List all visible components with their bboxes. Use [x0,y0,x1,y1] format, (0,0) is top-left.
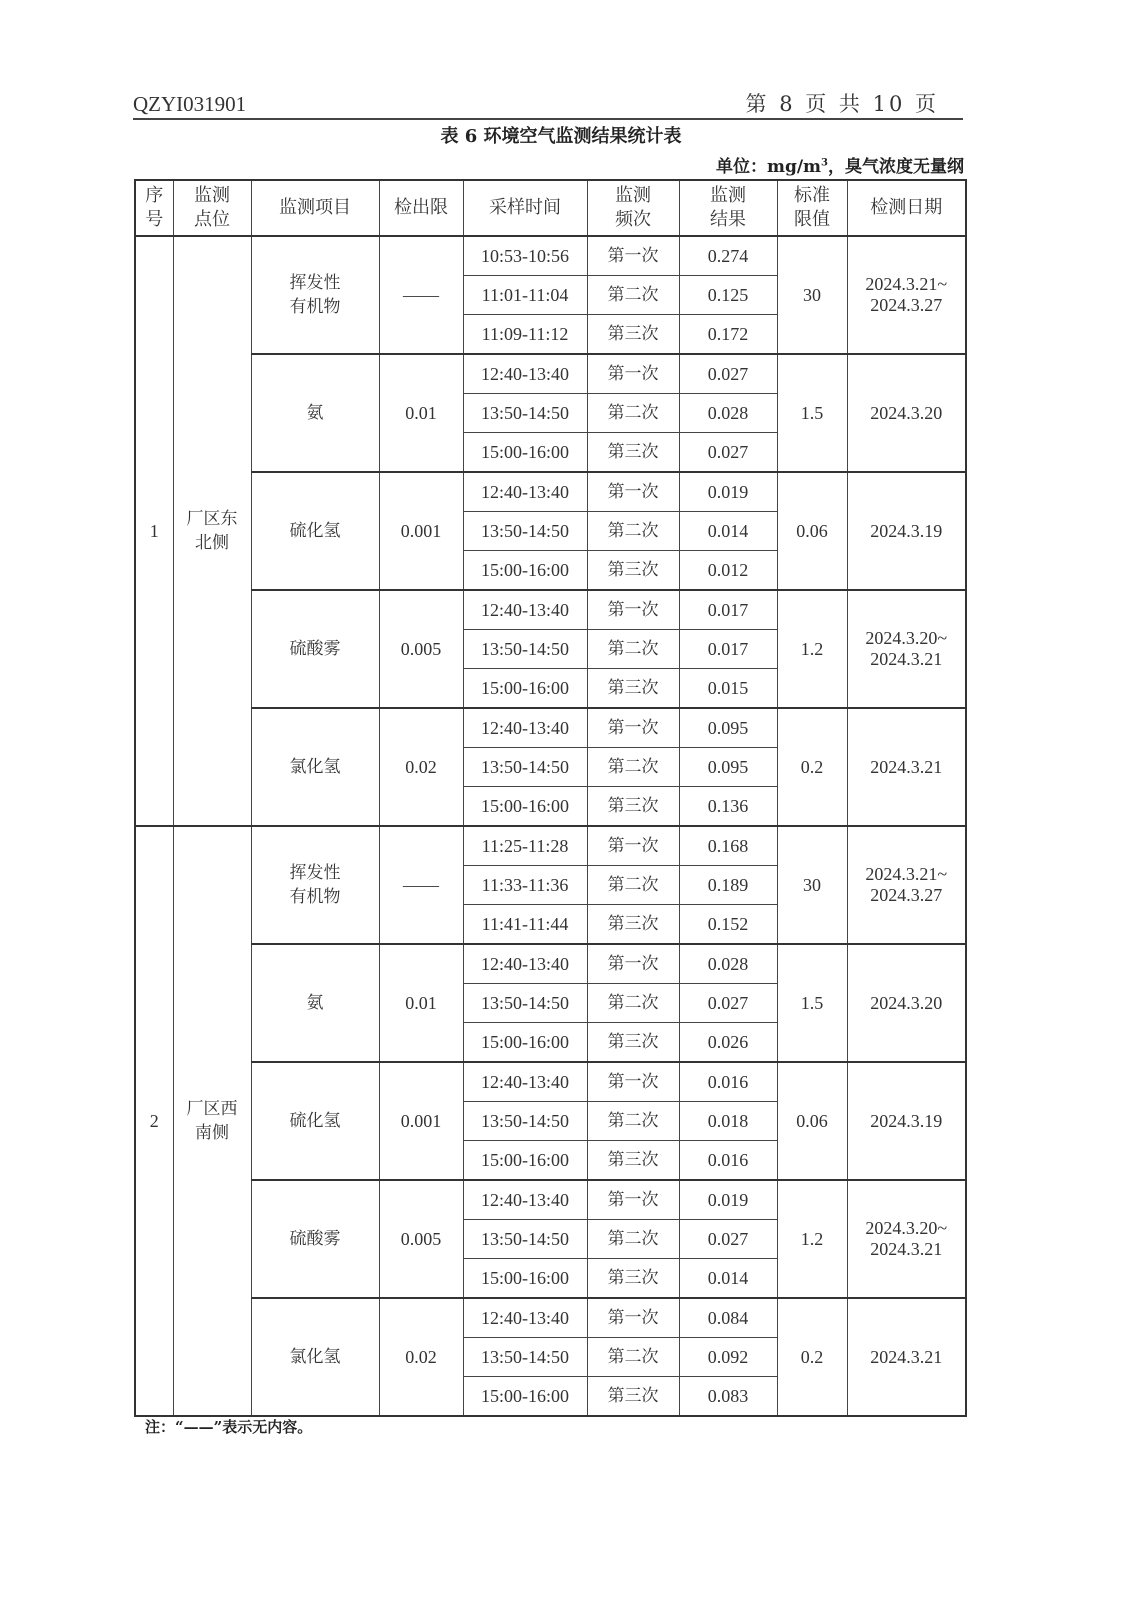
table-row [135,590,966,630]
test-date: 2024.3.19 [847,1062,966,1180]
detection-limit: 0.02 [379,708,463,826]
sampling-frequency: 第二次 [587,512,679,551]
sampling-time: 15:00-16:00 [463,551,587,591]
monitoring-item: 挥发性 有机物 [251,236,379,354]
result-value: 0.083 [679,1377,777,1417]
column-header: 采样时间 [463,180,587,236]
sampling-time: 12:40-13:40 [463,1062,587,1102]
site-number: 1 [135,236,173,826]
result-value: 0.014 [679,1259,777,1299]
sampling-frequency: 第三次 [587,669,679,709]
monitoring-item: 硫酸雾 [251,590,379,708]
table-body [135,236,966,1416]
unit-label [716,152,964,177]
monitoring-item: 硫化氢 [251,472,379,590]
result-value: 0.172 [679,315,777,355]
sampling-time: 12:40-13:40 [463,472,587,512]
sampling-time: 12:40-13:40 [463,944,587,984]
table-row [135,1298,966,1338]
sampling-time: 13:50-14:50 [463,984,587,1023]
document-id: QZYI031901 [133,92,247,116]
result-value: 0.027 [679,433,777,473]
result-value: 0.095 [679,748,777,787]
test-date: 2024.3.20 [847,354,966,472]
sampling-time: 13:50-14:50 [463,1102,587,1141]
sampling-time: 13:50-14:50 [463,512,587,551]
test-date: 2024.3.20~ 2024.3.21 [847,590,966,708]
sampling-time: 13:50-14:50 [463,1220,587,1259]
result-value: 0.095 [679,708,777,748]
table-row [135,944,966,984]
monitoring-item: 氨 [251,354,379,472]
unit-suffix: ，臭气浓度无量纲 [828,157,964,177]
sampling-time: 15:00-16:00 [463,1141,587,1181]
detection-limit: 0.001 [379,472,463,590]
sampling-time: 10:53-10:56 [463,236,587,276]
sampling-time: 12:40-13:40 [463,354,587,394]
sampling-frequency: 第一次 [587,826,679,866]
result-value: 0.152 [679,905,777,945]
sampling-frequency: 第一次 [587,1298,679,1338]
table-row [135,354,966,394]
column-header: 序 号 [135,180,173,236]
standard-limit: 0.2 [777,1298,847,1416]
sampling-time: 15:00-16:00 [463,1377,587,1417]
sampling-time: 11:33-11:36 [463,866,587,905]
sampling-time: 11:09-11:12 [463,315,587,355]
monitoring-item: 氯化氢 [251,1298,379,1416]
page-number: 第 8 页 共 10 页 [745,92,939,116]
result-value: 0.092 [679,1338,777,1377]
sampling-time: 12:40-13:40 [463,590,587,630]
detection-limit: 0.02 [379,1298,463,1416]
result-value: 0.274 [679,236,777,276]
sampling-frequency: 第一次 [587,236,679,276]
page-header [133,88,961,118]
sampling-frequency: 第二次 [587,394,679,433]
sampling-time: 13:50-14:50 [463,1338,587,1377]
sampling-frequency: 第三次 [587,433,679,473]
result-value: 0.016 [679,1062,777,1102]
result-value: 0.028 [679,944,777,984]
unit-sup: 3 [821,157,828,169]
header-divider [133,118,963,120]
sampling-frequency: 第三次 [587,787,679,827]
monitoring-item: 氯化氢 [251,708,379,826]
sampling-time: 15:00-16:00 [463,669,587,709]
column-header: 监测项目 [251,180,379,236]
result-value: 0.026 [679,1023,777,1063]
sampling-frequency: 第二次 [587,984,679,1023]
test-date: 2024.3.21 [847,708,966,826]
column-header: 检测日期 [847,180,966,236]
result-value: 0.014 [679,512,777,551]
result-value: 0.017 [679,590,777,630]
sampling-frequency: 第一次 [587,354,679,394]
standard-limit: 1.2 [777,1180,847,1298]
site-number: 2 [135,826,173,1416]
sampling-frequency: 第三次 [587,551,679,591]
site-location: 厂区东 北侧 [173,236,251,826]
result-value: 0.189 [679,866,777,905]
sampling-time: 12:40-13:40 [463,708,587,748]
detection-limit: 0.005 [379,1180,463,1298]
detection-limit: 0.005 [379,590,463,708]
sampling-time: 13:50-14:50 [463,748,587,787]
sampling-frequency: 第二次 [587,748,679,787]
table-note: 注：“——”表示无内容。 [145,1418,313,1436]
sampling-frequency: 第一次 [587,1062,679,1102]
column-header: 标准 限值 [777,180,847,236]
sampling-frequency: 第一次 [587,472,679,512]
sampling-time: 11:01-11:04 [463,276,587,315]
test-date: 2024.3.21 [847,1298,966,1416]
sampling-frequency: 第三次 [587,1259,679,1299]
standard-limit: 0.2 [777,708,847,826]
monitoring-item: 硫化氢 [251,1062,379,1180]
detection-limit: 0.01 [379,354,463,472]
sampling-frequency: 第二次 [587,1338,679,1377]
monitoring-item: 氨 [251,944,379,1062]
sampling-time: 11:41-11:44 [463,905,587,945]
monitoring-item: 挥发性 有机物 [251,826,379,944]
sampling-frequency: 第三次 [587,1141,679,1181]
detection-limit: —— [379,236,463,354]
table-row [135,708,966,748]
sampling-time: 11:25-11:28 [463,826,587,866]
result-value: 0.125 [679,276,777,315]
detection-limit: 0.01 [379,944,463,1062]
table-row [135,826,966,866]
standard-limit: 1.5 [777,944,847,1062]
test-date: 2024.3.21~ 2024.3.27 [847,826,966,944]
unit-prefix: 单位：mg/m [715,157,822,177]
sampling-frequency: 第一次 [587,1180,679,1220]
column-header: 监测 结果 [679,180,777,236]
test-date: 2024.3.20 [847,944,966,1062]
sampling-frequency: 第二次 [587,630,679,669]
site-location: 厂区西 南侧 [173,826,251,1416]
column-header: 监测 点位 [173,180,251,236]
sampling-time: 12:40-13:40 [463,1298,587,1338]
result-value: 0.012 [679,551,777,591]
result-value: 0.019 [679,1180,777,1220]
standard-limit: 0.06 [777,472,847,590]
detection-limit: —— [379,826,463,944]
test-date: 2024.3.19 [847,472,966,590]
result-value: 0.027 [679,984,777,1023]
sampling-time: 13:50-14:50 [463,630,587,669]
sampling-frequency: 第二次 [587,1102,679,1141]
sampling-frequency: 第三次 [587,905,679,945]
table-header-row [135,180,966,236]
sampling-time: 15:00-16:00 [463,433,587,473]
sampling-frequency: 第三次 [587,1023,679,1063]
result-value: 0.019 [679,472,777,512]
sampling-frequency: 第二次 [587,1220,679,1259]
sampling-frequency: 第一次 [587,708,679,748]
sampling-time: 15:00-16:00 [463,787,587,827]
table-row [135,236,966,276]
result-value: 0.136 [679,787,777,827]
result-value: 0.168 [679,826,777,866]
sampling-frequency: 第二次 [587,276,679,315]
standard-limit: 0.06 [777,1062,847,1180]
column-header: 监测 频次 [587,180,679,236]
sampling-time: 15:00-16:00 [463,1259,587,1299]
table-row [135,1180,966,1220]
column-header: 检出限 [379,180,463,236]
test-date: 2024.3.20~ 2024.3.21 [847,1180,966,1298]
result-value: 0.016 [679,1141,777,1181]
standard-limit: 1.2 [777,590,847,708]
standard-limit: 1.5 [777,354,847,472]
sampling-time: 13:50-14:50 [463,394,587,433]
result-value: 0.084 [679,1298,777,1338]
sampling-time: 12:40-13:40 [463,1180,587,1220]
standard-limit: 30 [777,826,847,944]
result-value: 0.028 [679,394,777,433]
table-row [135,1062,966,1102]
sampling-frequency: 第三次 [587,1377,679,1417]
table-row [135,472,966,512]
result-value: 0.017 [679,630,777,669]
result-value: 0.027 [679,1220,777,1259]
table-title: 表 6 环境空气监测结果统计表 [440,126,682,147]
sampling-time: 15:00-16:00 [463,1023,587,1063]
result-value: 0.018 [679,1102,777,1141]
detection-limit: 0.001 [379,1062,463,1180]
sampling-frequency: 第二次 [587,866,679,905]
test-date: 2024.3.21~ 2024.3.27 [847,236,966,354]
sampling-frequency: 第一次 [587,944,679,984]
monitoring-results-table [134,179,967,1417]
standard-limit: 30 [777,236,847,354]
result-value: 0.027 [679,354,777,394]
result-value: 0.015 [679,669,777,709]
sampling-frequency: 第三次 [587,315,679,355]
sampling-frequency: 第一次 [587,590,679,630]
monitoring-item: 硫酸雾 [251,1180,379,1298]
